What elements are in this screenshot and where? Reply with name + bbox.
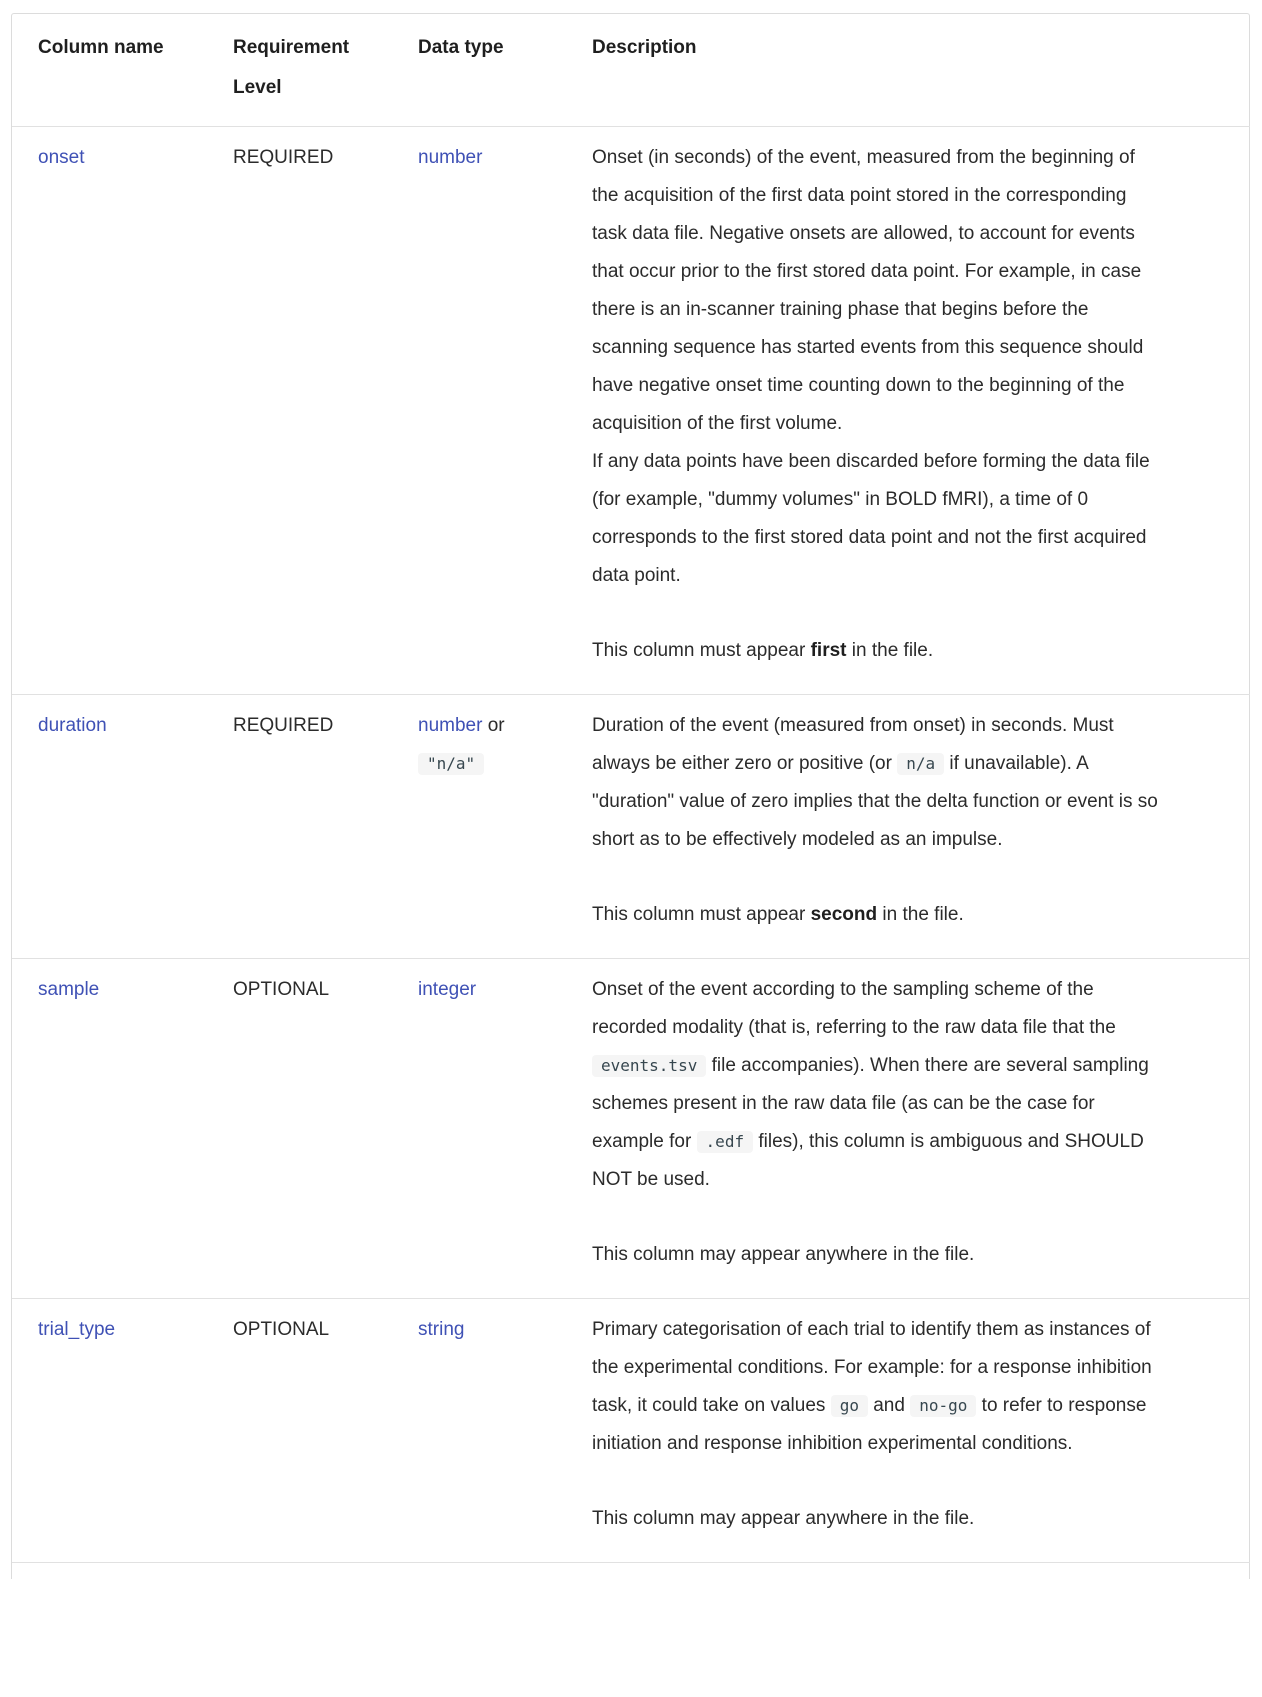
columns-table (11, 13, 1250, 1579)
description-cell (566, 959, 1250, 1299)
data-type-link[interactable]: number (418, 147, 483, 168)
description-paragraph: This column must appear first in the file. (592, 640, 934, 661)
column-name-cell (12, 695, 207, 959)
inline-code: .edf (697, 1131, 754, 1153)
header-requirement-level (207, 14, 392, 127)
requirement-level: OPTIONAL (233, 979, 330, 1000)
bold-text: second (810, 904, 878, 925)
inline-code: "n/a" (418, 753, 484, 775)
header-data-type (392, 14, 566, 127)
inline-code: no-go (910, 1395, 976, 1417)
data-type-cell (392, 959, 566, 1299)
column-name-cell (12, 959, 207, 1299)
column-name-cell (12, 127, 207, 695)
column-name-link[interactable]: sample (38, 979, 100, 1000)
description-cell (566, 1299, 1250, 1563)
next-row-partial-cell (12, 1563, 1250, 1579)
data-type-link[interactable]: string (418, 1319, 465, 1340)
inline-code: events.tsv (592, 1055, 706, 1077)
description-paragraph: This column may appear anywhere in the file. (592, 1244, 975, 1265)
table-header (12, 14, 1250, 127)
header-description (566, 14, 1250, 127)
requirement-cell (207, 127, 392, 695)
header-row (12, 14, 1250, 127)
data-type-link[interactable]: number (418, 715, 483, 736)
data-type-cell (392, 1299, 566, 1563)
columns-definition-table (12, 14, 1250, 1579)
table-row-trial_type (12, 1299, 1250, 1563)
table-row-sample (12, 959, 1250, 1299)
data-type-link[interactable]: integer (418, 979, 477, 1000)
data-type-cell: number or "n/a" (392, 695, 566, 959)
description-paragraph: This column may appear anywhere in the file. (592, 1508, 975, 1529)
header-data-type-label: Data type (418, 37, 504, 58)
inline-code: go (831, 1395, 868, 1417)
column-name-link[interactable]: trial_type (38, 1319, 116, 1340)
table-body (12, 127, 1250, 1579)
description-paragraph: Primary categorisation of each trial to identify them as instances of the experimental conditions. For example: for a response inhibition task, it could take on values go and no-go to refer to response initiation and response inhibition experimental conditions. (592, 1319, 1152, 1454)
header-column-name-label: Column name (38, 37, 164, 58)
bold-text: first (810, 640, 847, 661)
header-requirement-level-label: Requirement Level (233, 37, 350, 98)
description-paragraph: Onset (in seconds) of the event, measured from the beginning of the acquisition of the first data point stored in the corresponding task data file. Negative onsets are allowed, to account for events that occur prior to the first stored data point. For example, in case there is an in-scanner training phase that begins before the scanning sequence has started events from this sequence should have negative onset time counting down to the beginning of the acquisition of the first volume. If any data points have been discarded before forming the data file (for example, "dummy volumes" in BOLD fMRI), a time of 0 corresponds to the first stored data point and not the first acquired data point. (592, 147, 1150, 586)
requirement-level: REQUIRED (233, 147, 334, 168)
next-row-partial (12, 1563, 1250, 1579)
requirement-level: OPTIONAL (233, 1319, 330, 1340)
description-paragraph: Onset of the event according to the sampling scheme of the recorded modality (that is, referring to the raw data file that the events.tsv file accompanies). When there are several sampling schemes present in the raw data file (as can be the case for example for .edf files), this column is ambiguous and SHOULD NOT be used. (592, 979, 1149, 1190)
header-column-name (12, 14, 207, 127)
column-name-link[interactable]: duration (38, 715, 107, 736)
requirement-level: REQUIRED (233, 715, 334, 736)
column-name-link[interactable]: onset (38, 147, 85, 168)
column-name-cell (12, 1299, 207, 1563)
table-row-duration (12, 695, 1250, 959)
description-cell (566, 127, 1250, 695)
requirement-cell (207, 1299, 392, 1563)
description-cell (566, 695, 1250, 959)
data-type-cell (392, 127, 566, 695)
description-paragraph: This column must appear second in the file. (592, 904, 964, 925)
inline-code: n/a (897, 753, 944, 775)
table-row-onset (12, 127, 1250, 695)
description-paragraph: Duration of the event (measured from onset) in seconds. Must always be either zero or positive (or n/a if unavailable). A "duration" value of zero implies that the delta function or event is so short as to be effectively modeled as an impulse. (592, 715, 1158, 850)
header-description-label: Description (592, 37, 697, 58)
requirement-cell (207, 695, 392, 959)
requirement-cell (207, 959, 392, 1299)
